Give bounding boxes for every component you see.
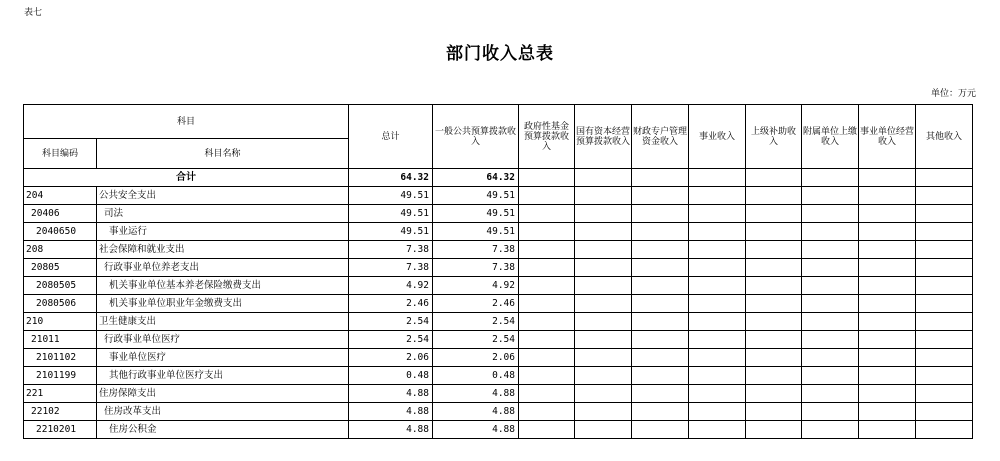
total-cell: 49.51 [349,223,433,241]
subject-name-cell: 行政事业单位医疗 [97,331,349,349]
table-row [24,277,973,295]
empty-cell [746,205,802,223]
empty-cell [746,277,802,295]
total-cell: 4.92 [349,277,433,295]
empty-cell [632,259,689,277]
total-value: 64.32 [349,169,433,187]
general-budget-cell: 2.46 [433,295,519,313]
empty-cell [859,223,916,241]
empty-cell [519,259,575,277]
empty-cell [746,169,802,187]
empty-cell [632,295,689,313]
empty-cell [746,349,802,367]
empty-cell [859,259,916,277]
subject-code-cell: 21011 [24,331,97,349]
empty-cell [689,205,746,223]
total-cell: 7.38 [349,241,433,259]
empty-cell [746,223,802,241]
empty-cell [746,331,802,349]
subject-name-cell: 机关事业单位职业年金缴费支出 [97,295,349,313]
empty-cell [802,367,859,385]
empty-cell [746,241,802,259]
empty-cell [802,223,859,241]
empty-cell [802,187,859,205]
empty-cell [689,385,746,403]
total-cell: 4.88 [349,421,433,439]
subject-name-cell: 住房改革支出 [97,403,349,421]
total-cell: 49.51 [349,205,433,223]
empty-cell [859,313,916,331]
empty-cell [519,223,575,241]
empty-cell [746,313,802,331]
empty-cell [746,187,802,205]
empty-cell [689,349,746,367]
empty-cell [689,259,746,277]
empty-cell [632,331,689,349]
unit-label: 单位：万元 [930,89,976,99]
subject-code-cell: 2101199 [24,367,97,385]
empty-cell [859,385,916,403]
total-cell: 4.88 [349,403,433,421]
general-budget-cell: 49.51 [433,187,519,205]
empty-cell [802,205,859,223]
empty-cell [632,277,689,295]
empty-cell [916,331,973,349]
empty-cell [519,403,575,421]
empty-cell [519,187,575,205]
empty-cell [916,403,973,421]
empty-cell [916,259,973,277]
header-affiliated: 附属单位上缴收入 [802,105,859,169]
empty-cell [802,403,859,421]
table-row [24,349,973,367]
empty-cell [802,241,859,259]
empty-cell [519,295,575,313]
subject-name-cell: 住房保障支出 [97,385,349,403]
empty-cell [632,205,689,223]
general-budget-cell: 2.06 [433,349,519,367]
empty-cell [802,277,859,295]
empty-cell [916,241,973,259]
general-budget-cell: 49.51 [433,205,519,223]
empty-cell [859,421,916,439]
empty-cell [575,169,632,187]
table-body [24,169,973,439]
general-budget-cell: 4.88 [433,421,519,439]
empty-cell [575,313,632,331]
subject-name-cell: 行政事业单位养老支出 [97,259,349,277]
subject-name-cell: 事业单位医疗 [97,349,349,367]
table-row [24,403,973,421]
header-subject-code: 科目编码 [24,139,97,169]
subject-code-cell: 210 [24,313,97,331]
empty-cell [632,385,689,403]
total-cell: 2.46 [349,295,433,313]
empty-cell [916,169,973,187]
empty-cell [859,403,916,421]
empty-cell [632,223,689,241]
empty-cell [802,349,859,367]
header-upper-subsidy: 上级补助收入 [746,105,802,169]
header-subject-name: 科目名称 [97,139,349,169]
empty-cell [575,349,632,367]
empty-cell [916,205,973,223]
empty-cell [632,367,689,385]
table-row [24,367,973,385]
table-row [24,421,973,439]
table-row [24,313,973,331]
empty-cell [859,367,916,385]
header-general-budget: 一般公共预算拨款收入 [433,105,519,169]
empty-cell [519,313,575,331]
table-row [24,259,973,277]
table-number-label: 表七 [24,8,43,18]
empty-cell [802,385,859,403]
empty-cell [632,313,689,331]
empty-cell [746,403,802,421]
empty-cell [689,313,746,331]
total-cell: 49.51 [349,187,433,205]
empty-cell [575,259,632,277]
subject-name-cell: 住房公积金 [97,421,349,439]
empty-cell [689,223,746,241]
empty-cell [575,187,632,205]
income-summary-table [23,104,973,439]
total-general-budget: 64.32 [433,169,519,187]
header-special-fund: 财政专户管理资金收入 [632,105,689,169]
empty-cell [575,367,632,385]
empty-cell [916,223,973,241]
header-state-capital: 国有资本经营预算拨款收入 [575,105,632,169]
general-budget-cell: 7.38 [433,241,519,259]
table-row [24,205,973,223]
subject-name-cell: 其他行政事业单位医疗支出 [97,367,349,385]
empty-cell [519,385,575,403]
empty-cell [519,349,575,367]
empty-cell [575,385,632,403]
empty-cell [859,331,916,349]
empty-cell [575,241,632,259]
subject-code-cell: 20805 [24,259,97,277]
empty-cell [575,421,632,439]
total-label: 合计 [24,169,349,187]
empty-cell [916,349,973,367]
empty-cell [689,421,746,439]
general-budget-cell: 7.38 [433,259,519,277]
total-cell: 2.06 [349,349,433,367]
empty-cell [916,187,973,205]
empty-cell [632,187,689,205]
empty-cell [916,313,973,331]
empty-cell [519,421,575,439]
empty-cell [859,277,916,295]
empty-cell [916,277,973,295]
empty-cell [746,259,802,277]
subject-name-cell: 机关事业单位基本养老保险缴费支出 [97,277,349,295]
empty-cell [575,331,632,349]
empty-cell [746,421,802,439]
general-budget-cell: 0.48 [433,367,519,385]
subject-code-cell: 208 [24,241,97,259]
general-budget-cell: 2.54 [433,313,519,331]
empty-cell [689,367,746,385]
empty-cell [802,421,859,439]
total-cell: 7.38 [349,259,433,277]
subject-name-cell: 社会保障和就业支出 [97,241,349,259]
table-header [24,105,973,169]
empty-cell [689,241,746,259]
subject-name-cell: 事业运行 [97,223,349,241]
general-budget-cell: 4.92 [433,277,519,295]
empty-cell [519,169,575,187]
subject-code-cell: 22102 [24,403,97,421]
subject-name-cell: 卫生健康支出 [97,313,349,331]
empty-cell [689,187,746,205]
subject-code-cell: 2080505 [24,277,97,295]
empty-cell [802,331,859,349]
subject-name-cell: 司法 [97,205,349,223]
subject-code-cell: 2210201 [24,421,97,439]
total-cell: 2.54 [349,313,433,331]
empty-cell [689,169,746,187]
header-business: 事业收入 [689,105,746,169]
empty-cell [802,259,859,277]
header-total: 总计 [349,105,433,169]
table-row [24,223,973,241]
empty-cell [632,169,689,187]
empty-cell [859,349,916,367]
empty-cell [689,403,746,421]
header-subject: 科目 [24,105,349,139]
table-row [24,295,973,313]
empty-cell [632,241,689,259]
empty-cell [916,367,973,385]
empty-cell [689,295,746,313]
page-title: 部门收入总表 [446,44,554,64]
empty-cell [519,367,575,385]
empty-cell [746,385,802,403]
general-budget-cell: 49.51 [433,223,519,241]
empty-cell [632,403,689,421]
header-other: 其他收入 [916,105,973,169]
empty-cell [575,205,632,223]
subject-code-cell: 204 [24,187,97,205]
empty-cell [632,349,689,367]
subject-code-cell: 2080506 [24,295,97,313]
empty-cell [519,241,575,259]
empty-cell [916,295,973,313]
empty-cell [859,169,916,187]
empty-cell [802,313,859,331]
empty-cell [519,277,575,295]
header-gov-fund: 政府性基金预算拨款收入 [519,105,575,169]
empty-cell [916,421,973,439]
header-business-ops: 事业单位经营收入 [859,105,916,169]
empty-cell [802,295,859,313]
empty-cell [575,403,632,421]
empty-cell [746,367,802,385]
empty-cell [916,385,973,403]
table-row [24,187,973,205]
empty-cell [575,223,632,241]
empty-cell [802,169,859,187]
empty-cell [746,295,802,313]
subject-name-cell: 公共安全支出 [97,187,349,205]
total-cell: 0.48 [349,367,433,385]
table-row [24,331,973,349]
empty-cell [859,295,916,313]
empty-cell [519,205,575,223]
empty-cell [519,331,575,349]
empty-cell [689,331,746,349]
subject-code-cell: 20406 [24,205,97,223]
empty-cell [575,277,632,295]
empty-cell [689,277,746,295]
empty-cell [632,421,689,439]
subject-code-cell: 221 [24,385,97,403]
general-budget-cell: 2.54 [433,331,519,349]
subject-code-cell: 2101102 [24,349,97,367]
total-cell: 2.54 [349,331,433,349]
empty-cell [859,241,916,259]
subject-code-cell: 2040650 [24,223,97,241]
total-row [24,169,973,187]
empty-cell [859,187,916,205]
table-row [24,385,973,403]
general-budget-cell: 4.88 [433,403,519,421]
general-budget-cell: 4.88 [433,385,519,403]
empty-cell [575,295,632,313]
table-row [24,241,973,259]
empty-cell [859,205,916,223]
total-cell: 4.88 [349,385,433,403]
